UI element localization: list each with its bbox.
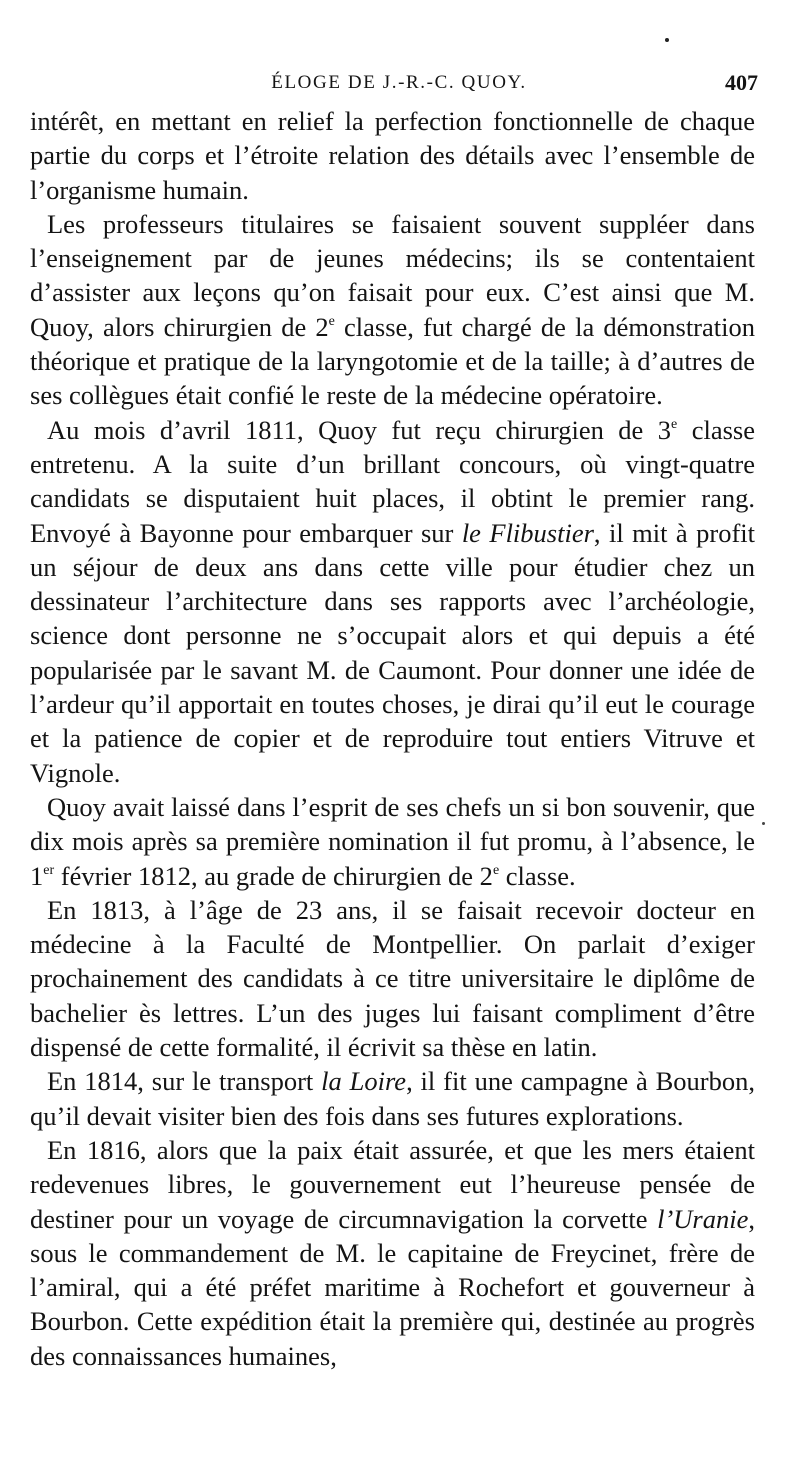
ship-name: la Loire	[321, 1066, 407, 1097]
text-span: Les professeurs titulaires se faisaient souvent suppléer dans l’enseignement par de jeunes médecins; ils se contentaient d’assister aux leçons qu’on faisait pour eux. C’est ainsi que M. Quoy, alors chirurgien de 2	[30, 208, 755, 342]
text-span: classe, fut chargé de la démonstration théorique et pratique de la laryngotomie et de la taille; à d’autres de ses collègues était confié le reste de la médecine opératoire.	[30, 311, 755, 411]
text-span: En 1813, à l’âge de 23 ans, il se faisait recevoir docteur en médecine à la Faculté de Montpellier. On parlait d’exiger prochainement des candidats à ce titre universitaire le diplôme de bachelier ès lettres. L’un des juges lui faisant compliment d’être dispensé de cette formalité, il écrivit sa thèse en latin.	[30, 894, 755, 1063]
page-header	[40, 72, 758, 100]
text-span: Quoy avait laissé dans l’esprit de ses chefs un si bon souvenir, que dix mois après sa première nomination il fut promu, à l’absence, le 1	[30, 791, 755, 891]
page-number: 407	[725, 70, 758, 95]
text-span: Au mois d’avril 1811, Quoy fut reçu chirurgien de 3	[47, 414, 672, 445]
ordinal-superscript: e	[492, 862, 500, 878]
ordinal-superscript: e	[671, 416, 678, 432]
paragraph-1	[30, 104, 755, 207]
body-text	[30, 104, 755, 1373]
paragraph-4	[30, 790, 755, 893]
ink-dot	[665, 38, 669, 42]
text-span: intérêt, en mettant en relief la perfection fonctionnelle de chaque partie du corps et l’étroite relation des détails avec l’ensemble de l’organisme humain.	[30, 106, 755, 205]
text-span: février 1812, au grade de chirurgien de 2	[54, 860, 493, 891]
ship-name: le Flibustier	[461, 517, 594, 548]
paragraph-7	[30, 1133, 755, 1373]
ink-speck	[762, 822, 765, 825]
text-span: classe.	[499, 860, 576, 891]
text-span: En 1816, alors que la paix était assurée, et que les mers étaient redevenues libres, le gouvernement eut l’heureuse pensée de destiner pour un voyage de circumnavigation la corvette	[30, 1134, 755, 1234]
text-span: , il fit une campagne à Bourbon, qu’il devait visiter bien des fois dans ses futures explorations.	[30, 1066, 755, 1131]
text-span: classe entretenu. A la suite d’un brillant concours, où vingt-quatre candidats se disputaient huit places, il obtint le premier rang. Envoyé à Bayonne pour embarquer sur	[30, 414, 755, 548]
paragraph-2	[30, 207, 755, 413]
ordinal-superscript: e	[328, 313, 335, 329]
text-span: En 1814, sur le transport	[47, 1066, 322, 1097]
paragraph-5	[30, 893, 755, 1064]
text-span: , sous le commandement de M. le capitaine de Freycinet, frère de l’amiral, qui a été préfet maritime à Rochefort et gouverneur à Bourbon. Cette expédition était la première qui, destinée au progrès des connaissances humaines,	[30, 1203, 755, 1371]
paragraph-6	[30, 1064, 755, 1133]
paragraph-3	[30, 413, 755, 790]
running-title: ÉLOGE DE J.-R.-C. QUOY.	[271, 72, 527, 93]
text-span: , il mit à profit un séjour de deux ans dans cette ville pour étudier chez un dessinateur l’architecture dans ses rapports avec l’archéologie, science dont personne ne s’occupait alors et qui depuis a été popularisée par le savant M. de Caumont. Pour donner une idée de l’ardeur qu’il apportait en toutes choses, je dirai qu’il eut le courage et la patience de copier et de reproduire tout entiers Vitruve et Vignole.	[30, 517, 755, 788]
ship-name: l’Uranie	[657, 1203, 749, 1234]
ordinal-superscript: er	[43, 862, 55, 878]
